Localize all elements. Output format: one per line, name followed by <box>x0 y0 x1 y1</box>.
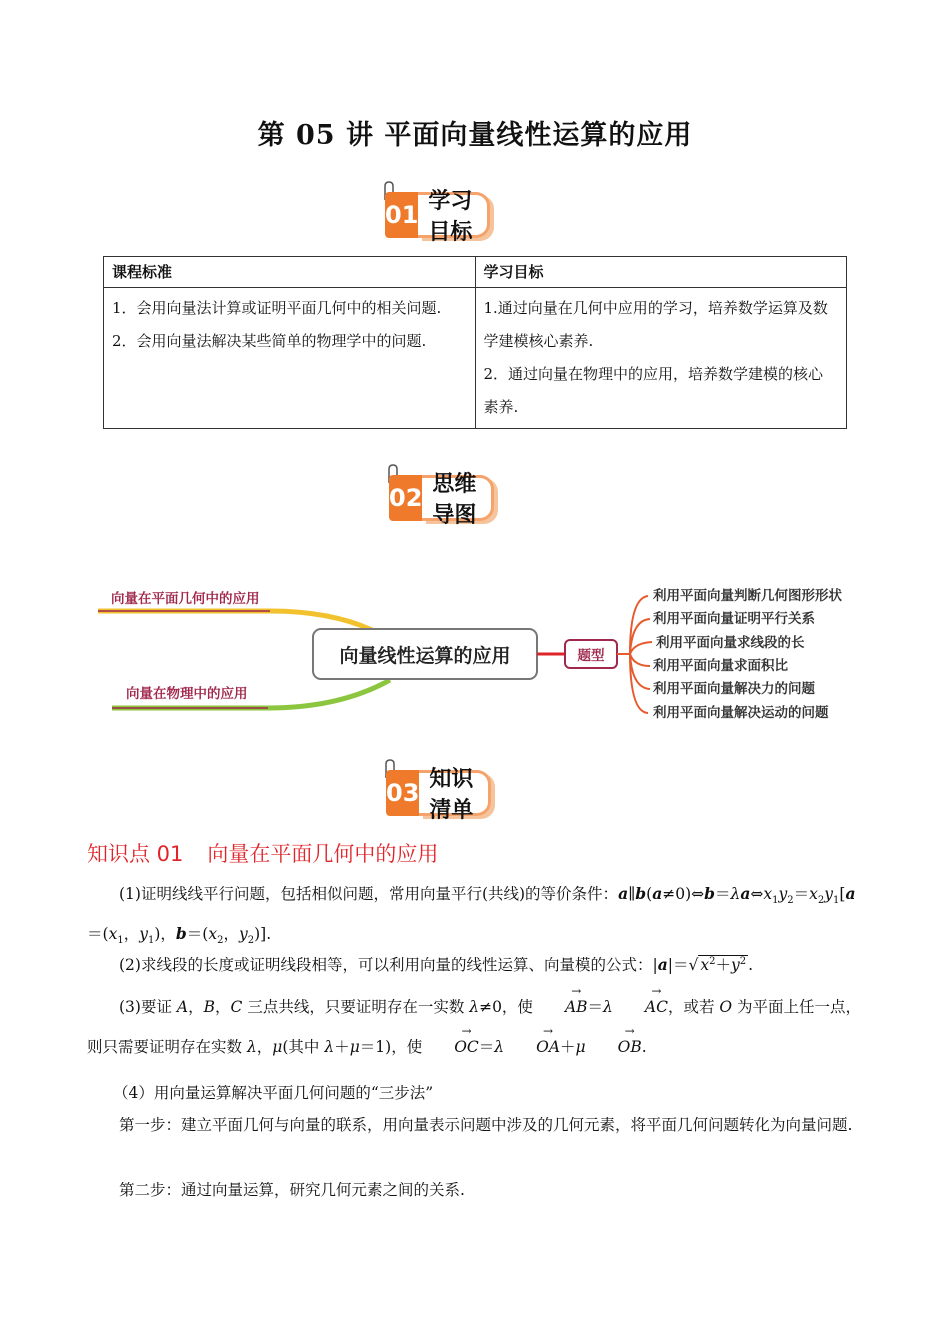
knowledge-point-title: 知识点 01 向量在平面几何中的应用 <box>87 842 439 866</box>
type-item: 利用平面向量求面积比 <box>653 658 788 674</box>
objective-item: 1.通过向量在几何中应用的学习，培养数学运算及数学建模核心素养. <box>483 299 828 350</box>
center-node-label: 向量线性运算的应用 <box>339 645 511 667</box>
branch-label: 向量在平面几何中的应用 <box>111 591 260 607</box>
branch-line <box>98 611 372 630</box>
table-header: 学习目标 <box>475 257 847 288</box>
type-node-label: 题型 <box>577 648 605 664</box>
paragraph-6: 第二步：通过向量运算，研究几何元素之间的关系. <box>119 1181 465 1199</box>
paragraph-4: （4）用向量运算解决平面几何问题的“三步法” <box>113 1084 434 1102</box>
branch-label: 向量在物理中的应用 <box>126 686 248 702</box>
section-label: 学习目标 <box>418 192 490 238</box>
type-item: 利用平面向量求线段的长 <box>656 635 805 651</box>
section-label: 知识清单 <box>419 770 491 816</box>
type-item: 利用平面向量证明平行关系 <box>653 611 815 627</box>
right-fan <box>630 596 652 713</box>
type-item: 利用平面向量解决运动的问题 <box>653 705 829 721</box>
paragraph-1: (1)证明线线平行问题，包括相似问题，常用向量平行(共线)的等价条件：$a\parallel b(a\ne 0)\Leftrightarrow b=\lambda a\Leftrightarrow x_1y_2=x_2y_1[a=(x_1$，$y_1$)，$b=(x_2$，$y_2$)]. <box>87 884 856 947</box>
paragraph-2: (2)求线段的长度或证明线段相等，可以利用向量的线性运算、向量模的公式：|a|＝√ $x^2+y^2$ . <box>119 955 754 975</box>
paragraph-5: 第一步：建立平面几何与向量的联系，用向量表示问题中涉及的几何元素，将平面几何问题转化为向量问题. <box>119 1116 853 1134</box>
objective-item: 1．会用向量法计算或证明平面几何中的相关问题. <box>112 299 442 317</box>
table-header: 课程标准 <box>104 257 476 288</box>
table-cell <box>104 288 476 429</box>
objective-item: 2．会用向量法解决某些简单的物理学中的问题. <box>112 332 427 350</box>
table-cell <box>475 288 847 429</box>
objective-item: 2．通过向量在物理中的应用，培养数学建模的核心素养. <box>483 365 824 416</box>
page-title: 第 05 讲 平面向量线性运算的应用 <box>257 120 693 151</box>
type-item: 利用平面向量判断几何图形形状 <box>653 588 842 604</box>
section-number: 03 <box>386 770 419 816</box>
objectives-table <box>103 256 847 429</box>
paragraph-3: (3)要证 A，B，C 三点共线，只要证明存在一实数 λ≠0，使→ AB＝λ→ AC，或若 O 为平面上任一点，则只需要证明存在实数 λ，μ(其中 λ＋μ＝1)，使→ OC＝λ→ OA＋μ→ OB. <box>87 987 865 1067</box>
mind-map <box>0 570 950 730</box>
type-item: 利用平面向量解决力的问题 <box>653 681 815 697</box>
section-label: 思维导图 <box>422 475 494 521</box>
section-number: 02 <box>389 475 422 521</box>
section-number: 01 <box>385 192 418 238</box>
